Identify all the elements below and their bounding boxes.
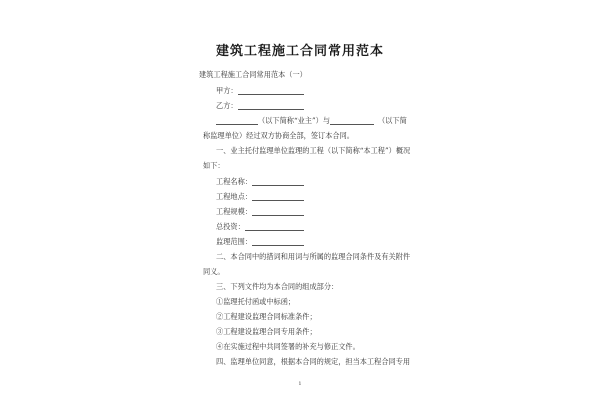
project-location-blank	[252, 193, 304, 201]
project-scale-label: 工程规模：	[216, 207, 252, 216]
clause-3-item-4: ④在实施过程中共同签署的补充与修正文件。	[216, 342, 360, 351]
recital-text-1: （以下简称“业主”）与	[258, 116, 331, 125]
total-investment-label: 总投资：	[216, 222, 245, 231]
party-b-blank	[238, 102, 304, 110]
recital-line-2: 称监理单位）经过双方协商全部，签订本合同。	[203, 131, 354, 140]
supervision-scope-blank	[252, 238, 304, 246]
project-scale-line	[216, 207, 304, 216]
project-location-label: 工程地点：	[216, 192, 252, 201]
recital-line-1-tail: （以下简	[378, 116, 407, 125]
clause-3-item-2: ②工程建设监理合同标准条件；	[216, 312, 317, 321]
project-name-blank	[252, 178, 304, 186]
clause-4: 四、监理单位同意，根据本合同的规定，担当本工程合同专用	[216, 357, 411, 366]
clause-2-cont: 同义。	[203, 267, 225, 276]
supervision-scope-label: 监理范围：	[216, 237, 252, 246]
project-name-line	[216, 177, 304, 186]
party-a-blank	[238, 87, 304, 95]
clause-1-cont: 如下：	[203, 161, 225, 170]
project-name-label: 工程名称：	[216, 177, 252, 186]
supervision-scope-line	[216, 237, 304, 246]
party-a-line	[216, 86, 304, 95]
recital-line-1	[216, 116, 374, 125]
party-b-line	[216, 101, 304, 110]
contract-subtitle: 建筑工程施工合同常用范本（一）	[199, 70, 307, 79]
party-a-label: 甲方：	[216, 86, 238, 95]
total-investment-line	[216, 222, 304, 231]
project-location-line	[216, 192, 304, 201]
clause-1: 一、业主托付监理单位监理的工程（以下简称“本工程”）概况	[216, 146, 411, 155]
party-b-label: 乙方：	[216, 101, 238, 110]
total-investment-blank	[245, 223, 304, 231]
clause-3-item-3: ③工程建设监理合同专用条件；	[216, 327, 317, 336]
supervisor-blank	[330, 117, 374, 125]
clause-3-item-1: ①监理托付函或中标函；	[216, 297, 296, 306]
project-scale-blank	[252, 208, 304, 216]
clause-2: 二、本合同中的措词和用词与所属的监理合同条件及有关附件	[216, 252, 411, 261]
document-title: 建筑工程施工合同常用范本	[215, 44, 384, 59]
owner-blank	[216, 117, 258, 125]
page-number: 1	[298, 381, 302, 387]
clause-3: 三、下列文件均为本合同的组成部分：	[216, 282, 339, 291]
